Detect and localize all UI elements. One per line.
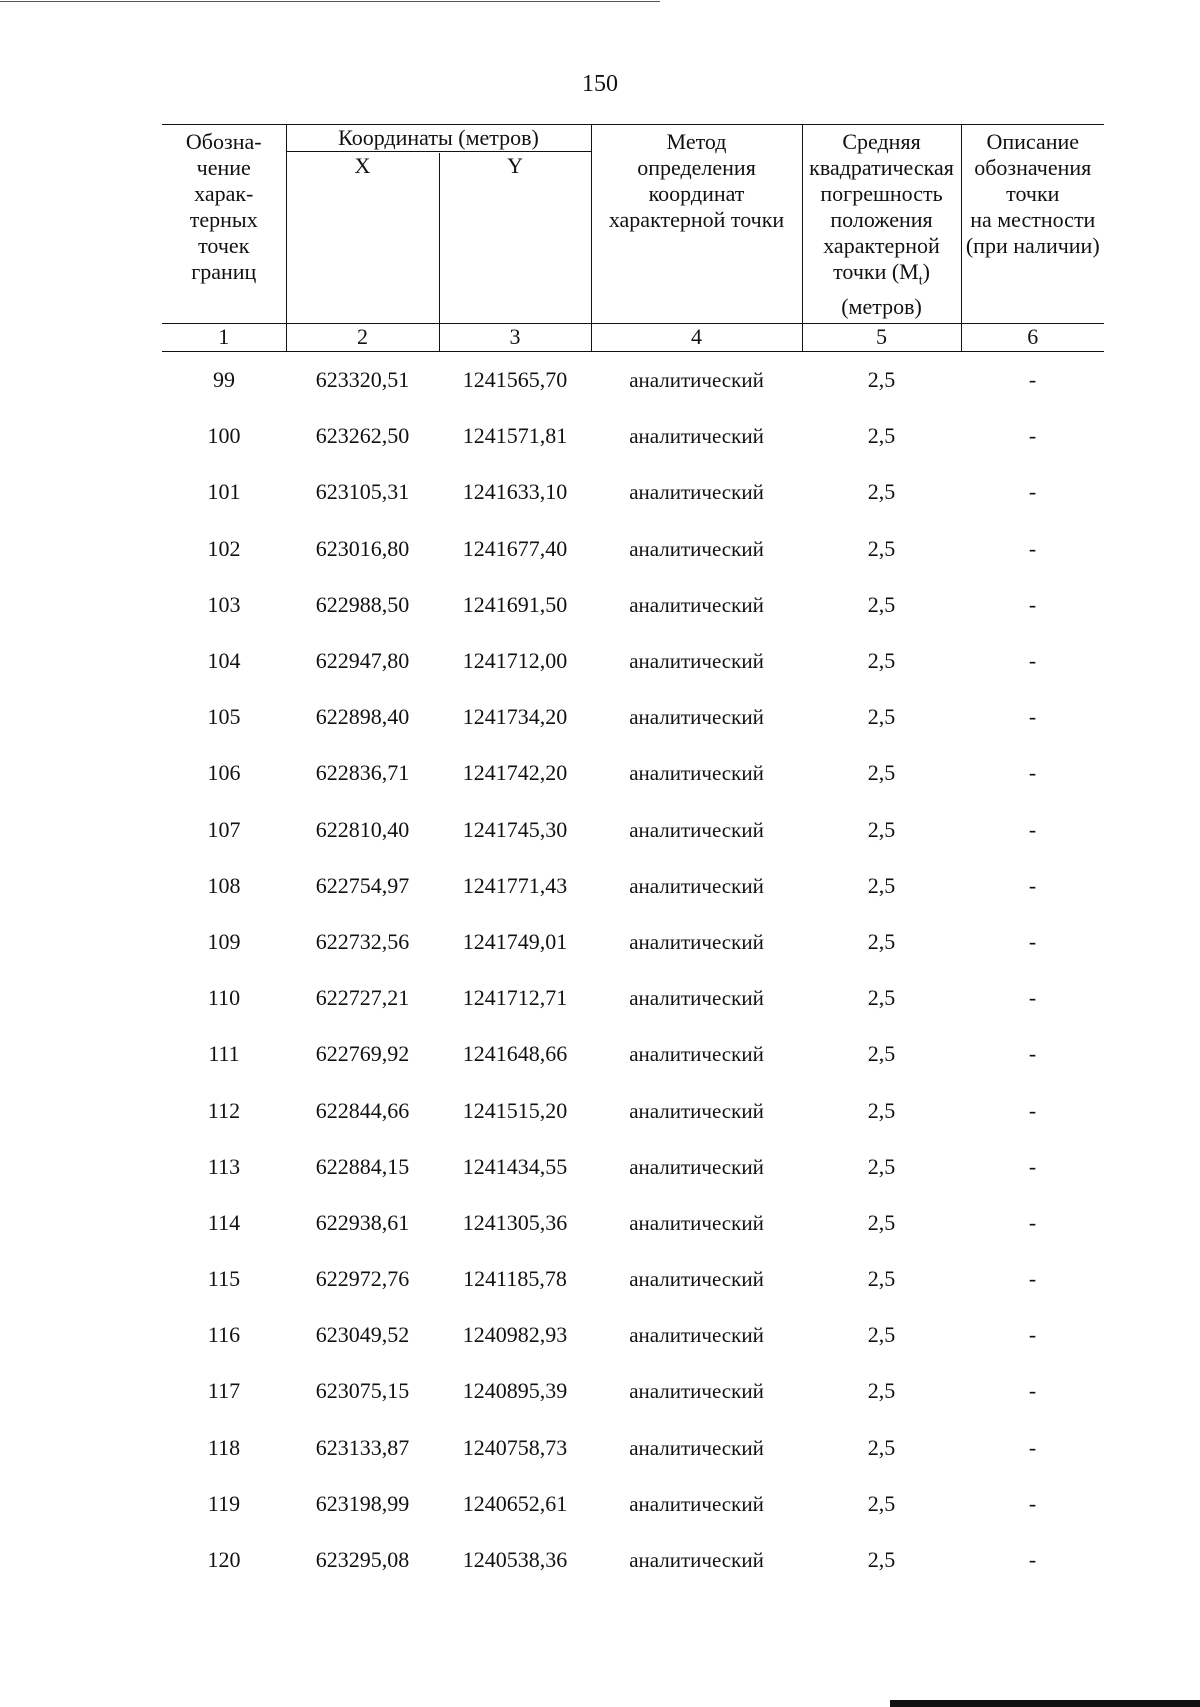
cell-y-coordinate: 1241712,00 [462, 648, 568, 674]
cell-mean-square-error: 2,5 [867, 1209, 896, 1235]
cell-y-coordinate: 1241515,20 [462, 1097, 568, 1123]
cell-description: - [1028, 423, 1037, 449]
cell-method: аналитический [629, 1098, 764, 1123]
cell-mean-square-error: 2,5 [867, 1322, 896, 1348]
header-num-5: 5 [802, 324, 961, 352]
cell-x-coordinate: 622727,21 [315, 985, 410, 1011]
cell-method: аналитический [629, 368, 764, 393]
cell-point-id: 110 [207, 985, 241, 1011]
cell-point-id: 119 [207, 1490, 241, 1516]
header-method: Метод определения координат характерной точки [591, 125, 802, 324]
cell-x-coordinate: 623105,31 [315, 479, 410, 505]
table-row [162, 1251, 1104, 1307]
cell-point-id: 99 [213, 367, 235, 393]
header-y: Y [439, 153, 591, 324]
cell-method: аналитический [629, 929, 764, 954]
cell-method: аналитический [629, 1267, 764, 1292]
cell-method: аналитический [629, 1154, 764, 1179]
cell-mean-square-error: 2,5 [867, 1153, 896, 1179]
cell-mean-square-error: 2,5 [867, 1097, 896, 1123]
table-row [162, 745, 1104, 801]
cell-y-coordinate: 1241305,36 [462, 1209, 568, 1235]
table-row [162, 858, 1104, 914]
table-row [162, 408, 1104, 464]
cell-method: аналитический [629, 761, 764, 786]
table-header [162, 125, 1104, 352]
cell-description: - [1028, 1490, 1037, 1516]
table-row [162, 1195, 1104, 1251]
table-row [162, 1139, 1104, 1195]
table-body [162, 352, 1104, 1589]
cell-description: - [1028, 1322, 1037, 1348]
cell-method: аналитический [629, 986, 764, 1011]
cell-mean-square-error: 2,5 [867, 423, 896, 449]
cell-y-coordinate: 1241742,20 [462, 760, 568, 786]
cell-mean-square-error: 2,5 [867, 1490, 896, 1516]
cell-y-coordinate: 1241185,78 [463, 1266, 567, 1292]
cell-x-coordinate: 622769,92 [315, 1041, 410, 1067]
scan-edge-line [0, 1, 660, 2]
cell-point-id: 117 [207, 1378, 241, 1404]
table-row [162, 802, 1104, 858]
cell-mean-square-error: 2,5 [867, 704, 896, 730]
cell-point-id: 102 [207, 535, 241, 561]
cell-x-coordinate: 622754,97 [315, 872, 410, 898]
cell-point-id: 104 [207, 648, 241, 674]
table-row [162, 1476, 1104, 1532]
cell-mean-square-error: 2,5 [867, 928, 896, 954]
cell-description: - [1028, 1378, 1037, 1404]
cell-x-coordinate: 623049,52 [315, 1322, 410, 1348]
cell-description: - [1028, 479, 1037, 505]
cell-method: аналитический [629, 705, 764, 730]
cell-method: аналитический [629, 649, 764, 674]
cell-y-coordinate: 1241648,66 [462, 1041, 568, 1067]
cell-method: аналитический [629, 1548, 764, 1573]
cell-method: аналитический [629, 1491, 764, 1516]
table-row [162, 914, 1104, 970]
cell-x-coordinate: 623198,99 [315, 1490, 410, 1516]
cell-description: - [1028, 1209, 1037, 1235]
header-coordinates-group [286, 125, 591, 154]
cell-y-coordinate: 1241434,55 [462, 1153, 568, 1179]
cell-mean-square-error: 2,5 [867, 1266, 896, 1292]
cell-description: - [1028, 1041, 1037, 1067]
table-row [162, 1082, 1104, 1138]
cell-y-coordinate: 1241677,40 [462, 535, 568, 561]
cell-method: аналитический [629, 536, 764, 561]
cell-method: аналитический [629, 1435, 764, 1460]
cell-mean-square-error: 2,5 [867, 479, 896, 505]
cell-x-coordinate: 623075,15 [315, 1378, 410, 1404]
cell-method: аналитический [629, 480, 764, 505]
header-numbering-row [162, 324, 1104, 352]
cell-mean-square-error: 2,5 [867, 1434, 896, 1460]
table-row [162, 689, 1104, 745]
cell-y-coordinate: 1240895,39 [462, 1378, 568, 1404]
cell-y-coordinate: 1240982,93 [462, 1322, 568, 1348]
cell-description: - [1028, 367, 1037, 393]
cell-mean-square-error: 2,5 [867, 535, 896, 561]
cell-x-coordinate: 622810,40 [315, 816, 410, 842]
table-row [162, 464, 1104, 520]
cell-y-coordinate: 1240538,36 [462, 1547, 568, 1573]
cell-method: аналитический [629, 1042, 764, 1067]
cell-y-coordinate: 1241691,50 [462, 591, 568, 617]
cell-description: - [1028, 1547, 1037, 1573]
cell-mean-square-error: 2,5 [867, 760, 896, 786]
cell-x-coordinate: 622972,76 [315, 1266, 410, 1292]
cell-point-id: 103 [207, 591, 241, 617]
cell-point-id: 108 [207, 872, 241, 898]
cell-description: - [1028, 704, 1037, 730]
cell-method: аналитический [629, 873, 764, 898]
cell-method: аналитический [629, 817, 764, 842]
header-point-description: Описание обозначения точки на местности (при наличии) [961, 125, 1104, 324]
cell-x-coordinate: 622844,66 [315, 1097, 410, 1123]
cell-point-id: 112 [207, 1097, 241, 1123]
header-num-2: 2 [286, 324, 439, 352]
header-coordinates-label: Координаты (метров) [287, 125, 591, 152]
cell-y-coordinate: 1240652,61 [462, 1490, 568, 1516]
page-number: 150 [582, 71, 618, 97]
coordinates-table [162, 124, 1104, 1588]
table-row [162, 970, 1104, 1026]
cell-y-coordinate: 1241771,43 [462, 872, 568, 898]
cell-x-coordinate: 622947,80 [315, 648, 410, 674]
cell-method: аналитический [629, 424, 764, 449]
cell-y-coordinate: 1241565,70 [462, 367, 568, 393]
cell-x-coordinate: 623295,08 [315, 1547, 410, 1573]
cell-x-coordinate: 623133,87 [315, 1434, 410, 1460]
cell-y-coordinate: 1241571,81 [462, 423, 568, 449]
cell-point-id: 100 [207, 423, 241, 449]
table-row [162, 1420, 1104, 1476]
cell-point-id: 111 [208, 1041, 240, 1067]
cell-x-coordinate: 623016,80 [315, 535, 410, 561]
cell-x-coordinate: 622938,61 [315, 1209, 410, 1235]
cell-x-coordinate: 622988,50 [315, 591, 410, 617]
cell-description: - [1028, 872, 1037, 898]
cell-method: аналитический [629, 1323, 764, 1348]
table-row [162, 633, 1104, 689]
cell-x-coordinate: 622836,71 [315, 760, 410, 786]
table-row [162, 1532, 1104, 1588]
cell-point-id: 106 [207, 760, 241, 786]
table-row [162, 1026, 1104, 1082]
cell-point-id: 109 [207, 928, 241, 954]
cell-description: - [1028, 816, 1037, 842]
cell-description: - [1028, 985, 1037, 1011]
table-row [162, 521, 1104, 577]
cell-mean-square-error: 2,5 [867, 1041, 896, 1067]
header-mean-square-error [802, 125, 961, 324]
cell-x-coordinate: 622732,56 [315, 928, 410, 954]
cell-description: - [1028, 1266, 1037, 1292]
cell-mean-square-error: 2,5 [867, 985, 896, 1011]
header-mse-end: ) (метров) [841, 259, 930, 320]
header-x: X [286, 153, 439, 324]
cell-description: - [1028, 1097, 1037, 1123]
cell-mean-square-error: 2,5 [867, 648, 896, 674]
header-num-4: 4 [591, 324, 802, 352]
cell-point-id: 113 [207, 1153, 241, 1179]
cell-point-id: 120 [207, 1547, 241, 1573]
cell-point-id: 118 [207, 1434, 241, 1460]
cell-point-id: 114 [207, 1209, 241, 1235]
header-mse-subscript: t [918, 273, 923, 289]
cell-y-coordinate: 1240758,73 [462, 1434, 568, 1460]
header-mse-main: Средняя квадратическая погрешность положения характерной точки (M [809, 129, 954, 284]
cell-x-coordinate: 622898,40 [315, 704, 410, 730]
table-row [162, 1363, 1104, 1419]
table-row [162, 1307, 1104, 1363]
table-row [162, 352, 1104, 409]
cell-mean-square-error: 2,5 [867, 367, 896, 393]
cell-mean-square-error: 2,5 [867, 872, 896, 898]
header-num-6: 6 [961, 324, 1104, 352]
cell-x-coordinate: 623320,51 [315, 367, 410, 393]
cell-y-coordinate: 1241749,01 [462, 928, 568, 954]
cell-x-coordinate: 623262,50 [315, 423, 410, 449]
scan-edge-mark [890, 1700, 1200, 1707]
cell-point-id: 107 [207, 816, 241, 842]
cell-y-coordinate: 1241633,10 [462, 479, 568, 505]
cell-y-coordinate: 1241712,71 [462, 985, 568, 1011]
cell-y-coordinate: 1241734,20 [462, 704, 568, 730]
cell-description: - [1028, 928, 1037, 954]
cell-mean-square-error: 2,5 [867, 816, 896, 842]
cell-point-id: 101 [207, 479, 241, 505]
cell-x-coordinate: 622884,15 [315, 1153, 410, 1179]
cell-method: аналитический [629, 1210, 764, 1235]
header-num-3: 3 [439, 324, 591, 352]
cell-mean-square-error: 2,5 [867, 1378, 896, 1404]
header-point-designation: Обозна- чение харак- терных точек границ [162, 125, 286, 324]
cell-y-coordinate: 1241745,30 [462, 816, 568, 842]
cell-mean-square-error: 2,5 [867, 591, 896, 617]
cell-description: - [1028, 648, 1037, 674]
cell-point-id: 116 [207, 1322, 241, 1348]
cell-mean-square-error: 2,5 [867, 1547, 896, 1573]
cell-method: аналитический [629, 592, 764, 617]
table-row [162, 577, 1104, 633]
cell-description: - [1028, 535, 1037, 561]
cell-method: аналитический [629, 1379, 764, 1404]
header-num-1: 1 [162, 324, 286, 352]
cell-point-id: 105 [207, 704, 241, 730]
cell-description: - [1028, 760, 1037, 786]
cell-description: - [1028, 1434, 1037, 1460]
cell-point-id: 115 [207, 1266, 241, 1292]
cell-description: - [1028, 1153, 1037, 1179]
cell-description: - [1028, 591, 1037, 617]
